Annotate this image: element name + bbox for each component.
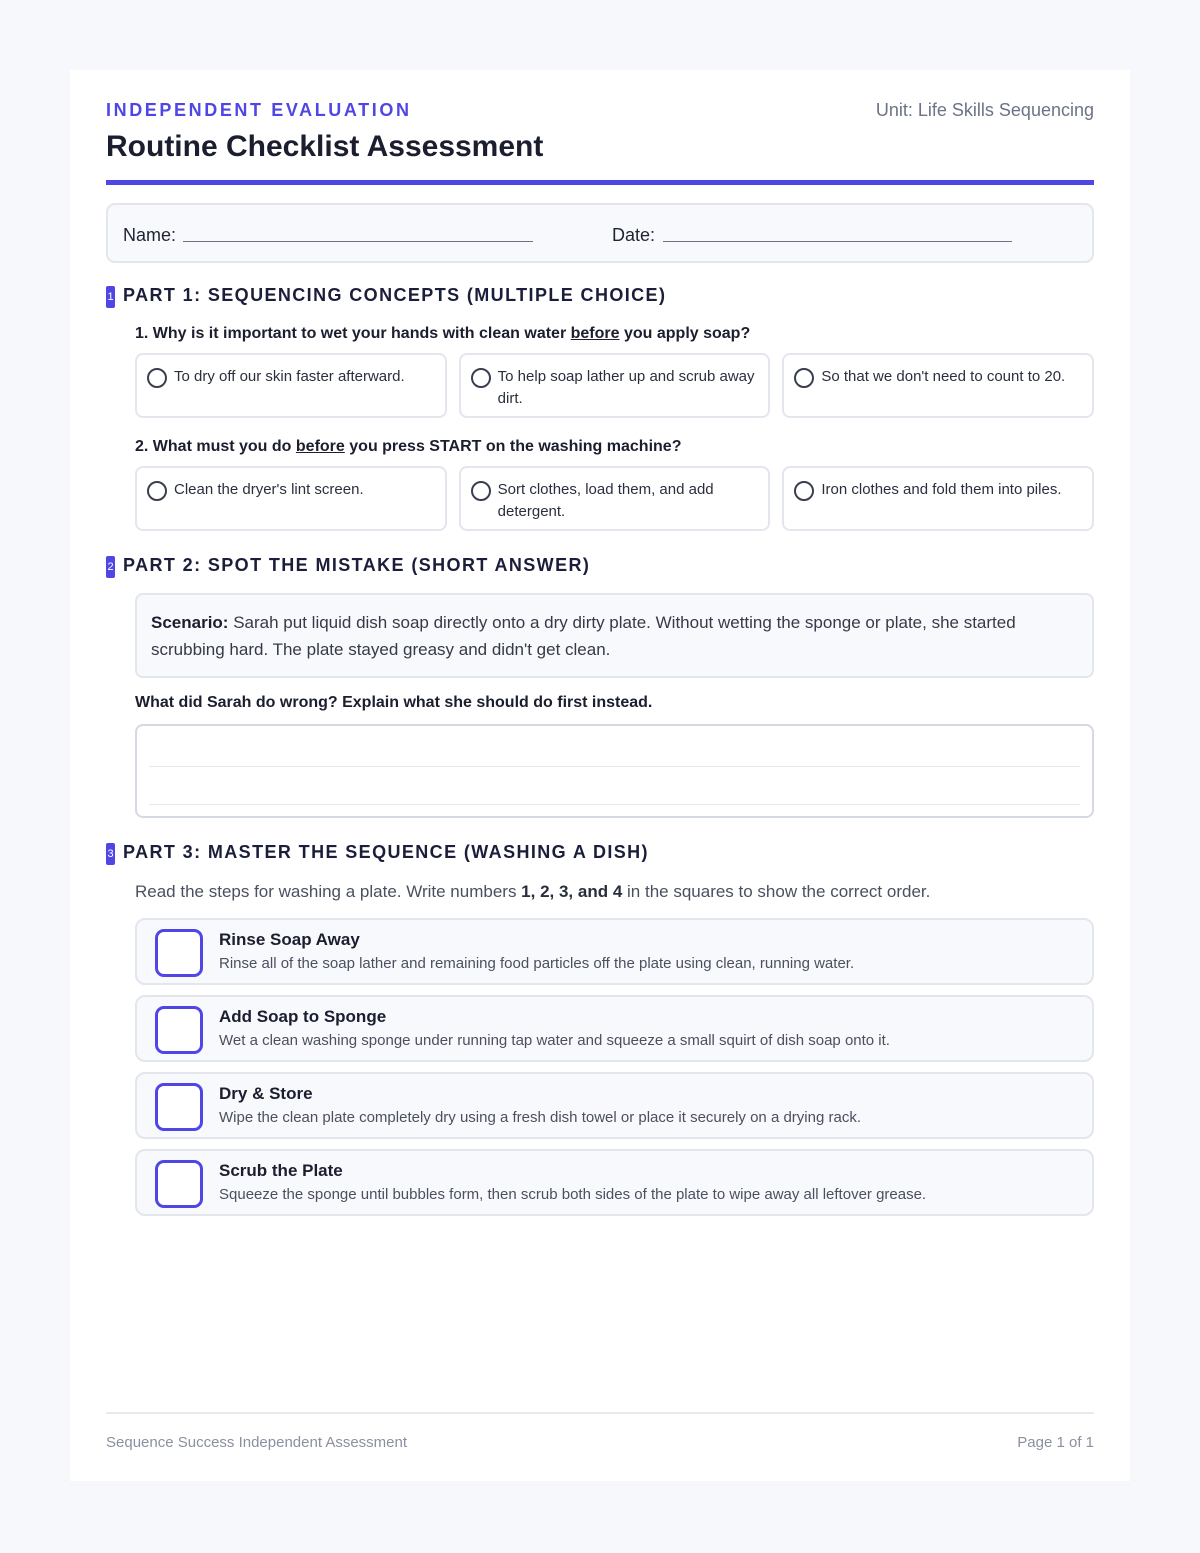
name-label: Name: (123, 225, 177, 245)
step-title: Dry & Store (219, 1084, 313, 1103)
question-1-keyword: before (570, 325, 620, 342)
footer (106, 1412, 1094, 1451)
option-text: Clean the dryer's lint screen. (174, 481, 364, 498)
step-description: Wipe the clean plate completely dry using a fresh dish towel or place it securely on a drying rack. (219, 1109, 861, 1126)
step-description: Rinse all of the soap lather and remaining food particles off the plate using clean, running water. (219, 955, 855, 972)
page-number: Page 1 of 1 (1017, 1434, 1094, 1451)
question-2-options (135, 466, 1094, 531)
option-text: Iron clothes and fold them into piles. (821, 481, 1062, 498)
part2-heading (106, 555, 1094, 579)
question-1: 1. Why is it important to wet your hands with clean water before you apply soap? (135, 325, 751, 342)
answer-line (149, 804, 1080, 805)
radio-button[interactable] (147, 368, 167, 388)
option-card[interactable] (782, 466, 1094, 531)
order-number-box[interactable] (155, 1160, 203, 1208)
part3-number-badge: 3 (106, 843, 115, 865)
answer-line (149, 766, 1080, 767)
question-2: 2. What must you do before you press START on the washing machine? (135, 438, 682, 455)
radio-button[interactable] (471, 481, 491, 501)
step-title: Add Soap to Sponge (219, 1007, 387, 1026)
question-2-keyword: before (295, 438, 345, 455)
sequence-steps (106, 918, 1094, 1216)
order-number-box[interactable] (155, 1006, 203, 1054)
unit-label: Unit: Life Skills Sequencing (875, 100, 1094, 120)
step-title: Rinse Soap Away (219, 930, 360, 949)
step-card (135, 1072, 1094, 1139)
scenario-label: Scenario: (151, 613, 229, 632)
option-text: Sort clothes, load them, and add detergent. (497, 481, 714, 520)
option-card[interactable] (135, 466, 447, 531)
option-card[interactable] (459, 353, 771, 418)
scenario-text: Sarah put liquid dish soap directly onto a dry dirty plate. Without wetting the sponge or plate, she started scrubbing hard. The plate stayed greasy and didn't get clean. (151, 613, 1016, 659)
header (106, 70, 1094, 185)
date-field[interactable] (663, 241, 1012, 242)
question-1-options (135, 353, 1094, 418)
step-card (135, 1149, 1094, 1216)
answer-textarea[interactable] (135, 724, 1094, 818)
option-card[interactable] (782, 353, 1094, 418)
part2-title: PART 2: SPOT THE MISTAKE (SHORT ANSWER) (123, 555, 591, 575)
radio-button[interactable] (147, 481, 167, 501)
eyebrow-label: INDEPENDENT EVALUATION (106, 100, 412, 120)
option-text: So that we don't need to count to 20. (821, 368, 1066, 385)
footer-left-text: Sequence Success Independent Assessment (106, 1434, 408, 1451)
radio-button[interactable] (794, 481, 814, 501)
step-card (135, 918, 1094, 985)
option-card[interactable] (135, 353, 447, 418)
name-field[interactable] (183, 241, 533, 242)
radio-button[interactable] (471, 368, 491, 388)
step-description: Wet a clean washing sponge under running tap water and squeeze a small squirt of dish soap onto it. (219, 1032, 890, 1049)
student-info-box (106, 203, 1094, 263)
scenario-box (135, 593, 1094, 678)
step-title: Scrub the Plate (219, 1161, 343, 1180)
step-description: Squeeze the sponge until bubbles form, then scrub both sides of the plate to wipe away all leftover grease. (219, 1186, 927, 1203)
date-label: Date: (612, 225, 656, 245)
option-text: To dry off our skin faster afterward. (174, 368, 405, 385)
page-title: Routine Checklist Assessment (106, 130, 544, 163)
part1-title: PART 1: SEQUENCING CONCEPTS (MULTIPLE CHOICE) (123, 285, 667, 305)
short-answer-question: What did Sarah do wrong? Explain what she should do first instead. (135, 694, 653, 711)
worksheet-page (70, 70, 1130, 1481)
part3-heading (106, 842, 1094, 866)
order-number-box[interactable] (155, 1083, 203, 1131)
part3-title: PART 3: MASTER THE SEQUENCE (WASHING A DISH) (123, 842, 649, 862)
step-card (135, 995, 1094, 1062)
option-text: To help soap lather up and scrub away dirt. (497, 368, 755, 407)
order-number-box[interactable] (155, 929, 203, 977)
part3-instructions: Read the steps for washing a plate. Write numbers 1, 2, 3, and 4 in the squares to show the correct order. (135, 882, 931, 901)
part1-number-badge: 1 (106, 286, 115, 308)
option-card[interactable] (459, 466, 771, 531)
radio-button[interactable] (794, 368, 814, 388)
part1-heading (106, 285, 1094, 309)
part2-number-badge: 2 (106, 556, 115, 578)
